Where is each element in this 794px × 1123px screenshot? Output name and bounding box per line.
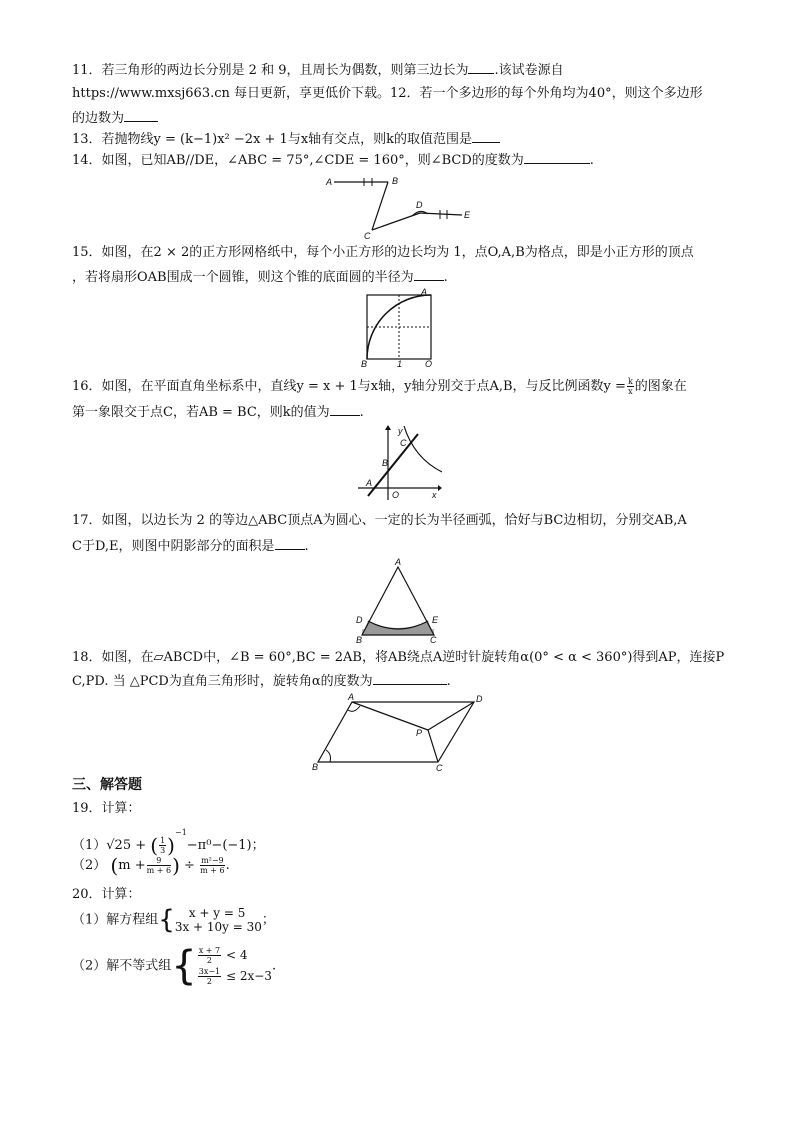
q14-label-e: E: [464, 210, 471, 220]
q16-label-b: B: [382, 458, 389, 468]
q17-label-a: A: [395, 557, 402, 567]
q18-label-b: B: [312, 762, 319, 772]
q14-line: 14．如图，已知AB//DE，∠ABC = 75°,∠CDE = 160°，则∠BCD的度数为 .: [72, 153, 594, 168]
q16-text-b: 的图象在: [634, 379, 687, 394]
q18-text: C,PD. 当 △PCD为直角三角形时，旋转角α的度数为: [72, 674, 373, 689]
q16-label-a: A: [366, 478, 373, 488]
q14-figure: [320, 172, 480, 242]
q14-label-b: B: [392, 176, 399, 186]
q12-line: https://www.mxsj663.cn 每日更新，享更低价下载。12．若一个多边形的每个外角均为40°，则这个多边形: [72, 86, 703, 101]
q19-p2-f2-den: m + 6: [200, 866, 225, 875]
q15-label-a: A: [421, 287, 428, 297]
q19-p1-fraction: [159, 836, 166, 855]
q16-answer-blank[interactable]: [330, 403, 360, 416]
q16-text: 第一象限交于点C，若AB = BC，则k的值为: [72, 405, 330, 420]
q16-frac-den: x: [628, 387, 633, 396]
q15-label-o: O: [425, 359, 433, 369]
q19-p2-f1-num: 9: [147, 856, 171, 866]
q16-label-y: y: [398, 426, 403, 436]
q18-line-pc: [428, 730, 438, 762]
q14-answer-blank[interactable]: [524, 151, 590, 164]
q18-line-pd: [428, 702, 474, 730]
q16-line1: [72, 377, 687, 396]
q20-p2-label: （2）解不等式组: [72, 958, 172, 974]
q11-text: 11．若三角形的两边长分别是 2 和 9，且周长为偶数，则第三边长为: [72, 63, 469, 78]
q18-parallelogram: [318, 702, 474, 762]
q15-label-one: 1: [397, 359, 403, 369]
q20-p2-system: [197, 946, 272, 986]
q11-answer-blank[interactable]: [468, 61, 494, 74]
q18-line1: 18．如图，在▱ABCD中，∠B = 60°,BC = 2AB，将AB绕点A逆时针旋转角α(0° < α < 360°)得到AP，连接P: [72, 650, 725, 665]
q20-p2-end: .: [271, 958, 277, 974]
q17-figure: [352, 557, 444, 645]
q17-text: C于D,E，则图中阴影部分的面积是: [72, 539, 275, 554]
q18-label-c: C: [436, 763, 443, 772]
q18-line-ap: [352, 702, 428, 730]
q20-p2-r2: ≤ 2x−3: [225, 969, 272, 983]
q18-figure: [310, 692, 490, 772]
q12-text: 的边数为: [72, 111, 125, 126]
q20-p1-system: [175, 906, 262, 934]
q15-line2: ，若将扇形OAB围成一个圆锥，则这个锥的底面圆的半径为 .: [72, 270, 448, 285]
q17-line1: 17．如图，以边长为 2 的等边△ABC顶点A为圆心、一定的长为半径画弧，恰好与BC边相切，分别交AB,A: [72, 513, 687, 528]
q20-part2: （2）解不等式组{ $\frac{x + 7}{2}$ < 4 $\frac{3x-1}{2}$ ≤ 2x−3 .: [72, 943, 277, 989]
q19-part1: （1）√25 + ( $\frac{1}{3}$ )$^{-1}$−π⁰−(−1)；: [72, 828, 265, 858]
q20-part1: （1）解方程组{ x + y = 5 3x + 10y = 30 ；: [72, 905, 275, 935]
q16-text-a: 16．如图，在平面直角坐标系中，直线y = x + 1与x轴，y轴分别交于点A,B，与反比例函数y =: [72, 379, 626, 394]
q14-line-bc: [372, 182, 388, 230]
q13-line: [72, 130, 500, 149]
q15-line1: 15．如图，在2 × 2的正方形网格纸中，每个小正方形的边长均为 1，点O,A,B为格点，即是小正方形的顶点: [72, 245, 694, 260]
q20-p2-f1-num: x + 7: [198, 946, 221, 955]
q16-frac-num: k: [627, 377, 633, 386]
section-title: 三、解答题: [72, 777, 142, 793]
q17-label-c: C: [430, 635, 437, 645]
q16-line2: 第一象限交于点C，若AB = BC，则k的值为 .: [72, 405, 364, 420]
q16-line: [368, 434, 418, 496]
q14-text: 14．如图，已知AB//DE，∠ABC = 75°,∠CDE = 160°，则∠BCD的度数为: [72, 153, 524, 168]
q18-angle-arc-b: [326, 750, 331, 762]
q19-p2-c: ÷: [184, 858, 195, 873]
q19-p2-b: m +: [118, 858, 146, 873]
q17-label-b: B: [356, 635, 363, 645]
q19-p1-a: （1）√25 +: [72, 838, 147, 853]
q14-label-a: A: [326, 177, 333, 187]
q20-p1-label: （1）解方程组: [72, 912, 159, 928]
q16-x-arrow: [438, 485, 442, 491]
q20-p1-eq2: 3x + 10y = 30: [174, 920, 262, 934]
q18-label-d: D: [476, 694, 483, 704]
q20-p1-end: ；: [261, 912, 275, 928]
q15-label-b: B: [361, 359, 368, 369]
q11-line1: [72, 61, 564, 80]
q12-line2: [72, 109, 158, 128]
q15-figure: [355, 287, 445, 369]
q19-p1-exponent: −1: [174, 828, 187, 837]
q20-p2-f2-num: 3x−1: [198, 967, 221, 976]
q19-p2-fraction2: [200, 856, 225, 875]
q19-p2-fraction1: [147, 856, 171, 875]
q19-p1-c: −π⁰−(−1)；: [186, 838, 265, 853]
q20-p1-eq1: x + y = 5: [188, 906, 246, 920]
q18-answer-blank[interactable]: [373, 672, 447, 685]
q20-p2-ineq2: [197, 967, 272, 986]
q14-label-c: C: [364, 231, 371, 241]
q16-hyperbola: [404, 426, 442, 472]
q15-text: ，若将扇形OAB围成一个圆锥，则这个锥的底面圆的半径为: [72, 270, 414, 285]
q18-label-p: P: [416, 728, 423, 738]
q20-p2-ineq1: [197, 946, 272, 965]
q17-label-d: D: [356, 615, 363, 625]
q19-p2-d: .: [225, 858, 230, 873]
q14-label-d: D: [416, 200, 423, 210]
q19-p1-frac-num: 1: [160, 836, 166, 845]
q16-figure: [352, 422, 444, 502]
q15-answer-blank[interactable]: [414, 268, 444, 281]
q19-p2-f2-num: m²−9: [201, 856, 224, 865]
q20-title: 20．计算：: [72, 887, 141, 902]
q17-label-e: E: [432, 615, 439, 625]
q19-title: 19．计算：: [72, 801, 141, 816]
q20-p2-r1: < 4: [225, 948, 248, 962]
q12-answer-blank[interactable]: [124, 109, 158, 122]
q17-line2: C于D,E，则图中阴影部分的面积是 .: [72, 539, 309, 554]
q18-label-a: A: [348, 692, 355, 702]
q16-fraction: [627, 377, 634, 396]
q20-p2-f1-den: 2: [206, 956, 212, 965]
q11-tail: .该试卷源自: [494, 63, 564, 78]
q19-p2-a: （2）: [72, 858, 107, 873]
q16-label-c: C: [400, 438, 407, 448]
q19-p2-f1-den: m + 6: [146, 866, 172, 875]
q16-label-o: O: [392, 490, 400, 500]
q17-answer-blank[interactable]: [275, 537, 305, 550]
q13-answer-blank[interactable]: [472, 130, 500, 143]
q18-line2: C,PD. 当 △PCD为直角三角形时，旋转角α的度数为 .: [72, 674, 451, 689]
q16-y-arrow: [385, 425, 391, 430]
q16-label-x: x: [432, 490, 437, 500]
q19-part2: （2） (m + $\frac{9}{m + 6}$ ) ÷ $\frac{\text{m²−9}}{m + 6}$ .: [72, 853, 230, 878]
q19-p1-frac-den: 3: [160, 846, 166, 855]
q20-p2-f2-den: 2: [206, 977, 212, 986]
q13-text: 13．若抛物线y = (k−1)x² −2x + 1与x轴有交点，则k的取值范围是: [72, 132, 473, 147]
